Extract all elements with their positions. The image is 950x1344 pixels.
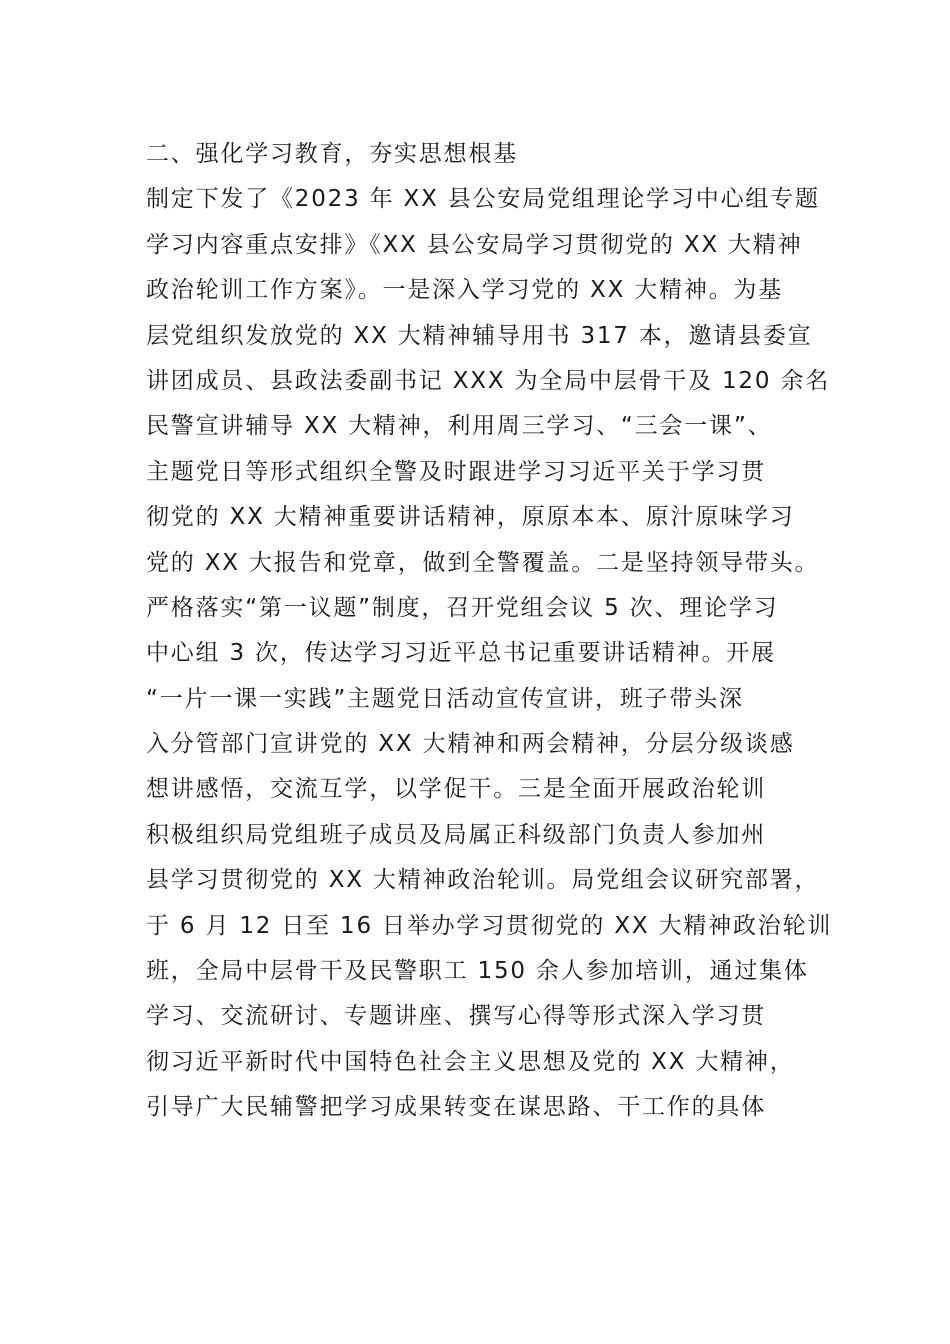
text-line: 引导广大民辅警把学习成果转变在谋思路、干工作的具体 [146,1094,766,1121]
text-line: 想讲感悟，交流互学，以学促干。三是全面开展政治轮训 [146,776,766,803]
text-line: 县学习贯彻党的 XX 大精神政治轮训。局党组会议研究部署， [146,867,820,894]
text-line: 层党组织发放党的 XX 大精神辅导用书 317 本，邀请县委宣 [146,322,813,349]
text-line: 严格落实“第一议题”制度，召开党组会议 5 次、理论学习 [146,594,779,621]
section-heading: 二、强化学习教育，夯实思想根基 [146,141,518,167]
text-line: 积极组织局党组班子成员及局属正科级部门负责人参加州 [146,821,766,848]
text-line: 民警宣讲辅导 XX 大精神，利用周三学习、“三会一课”、 [146,413,773,440]
text-line: 入分管部门宣讲党的 XX 大精神和两会精神，分层分级谈感 [146,731,795,758]
text-line: 制定下发了《2023 年 XX 县公安局党组理论学习中心组专题 [146,186,820,213]
text-line: 主题党日等形式组织全警及时跟进学习习近平关于学习贯 [146,458,766,485]
body-text [146,132,846,1131]
text-line: 讲团成员、县政法委副书记 XXX 为全局中层骨干及 120 余名 [146,367,831,394]
text-line: 班，全局中层骨干及民警职工 150 余人参加培训，通过集体 [146,958,809,985]
text-line: 党的 XX 大报告和党章，做到全警覆盖。二是坚持领导带头。 [146,549,820,576]
text-line: 学习内容重点安排》《XX 县公安局学习贯彻党的 XX 大精神 [146,231,803,258]
text-line: “一片一课一实践”主题党日活动宣传宣讲，班子带头深 [146,685,744,712]
text-line: 学习、交流研讨、专题讲座、撰写心得等形式深入学习贯 [146,1003,766,1030]
text-line: 彻习近平新时代中国特色社会主义思想及党的 XX 大精神， [146,1048,795,1075]
text-line: 于 6 月 12 日至 16 日举办学习贯彻党的 XX 大精神政治轮训 [146,912,833,939]
text-line: 中心组 3 次，传达学习习近平总书记重要讲话精神。开展 [146,640,776,667]
text-line: 彻党的 XX 大精神重要讲话精神，原原本本、原汁原味学习 [146,504,795,531]
text-line: 政治轮训工作方案》。一是深入学习党的 XX 大精神。为基 [146,277,784,304]
